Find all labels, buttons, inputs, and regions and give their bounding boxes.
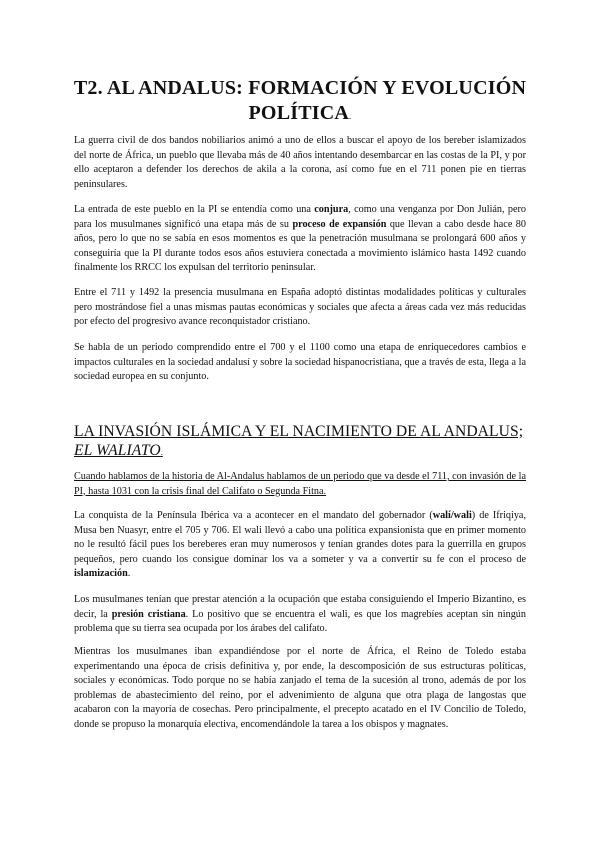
paragraph-conquest: La conquista de la Península Ibérica va a acontecer en el mandato del gobernador (walí/wali) de Ifriqiya, Musa ben Nuasyr, entre el 705 y 706. El wali llevó a cabo una política expansionista que en primer momento no le resultó fácil pues los bereberes eran muy numerosos y tenían grandes dotes para la guerrilla en grupos pequeños, pero cuando los consigue dominar los va a someter y va a convertir su fe con el proceso de islamización. xyxy=(74,510,526,580)
bold-term-islamizacion: islamización xyxy=(74,568,128,580)
paragraph-entry: La entrada de este pueblo en la PI se entendía como una conjura, como una venganza por Don Julián, pero para los musulmanes significó una etapa más de su proceso de expansión que llevan a cabo desde hace 80 años, pero lo que no se sabía en esos momentos es que la penetración musulmana se prolongará 600 años y conseguiría que la PI durante todos esos años estuviera conectada a movimiento islámico hasta 1492 cuando finalmente los RRCC los expulsan del territorio peninsular. xyxy=(74,204,526,274)
paragraph-711-1492: Entre el 711 y 1492 la presencia musulmana en España adoptó distintas modalidades políticas y culturales pero mostrándose fiel a unas mismas pautas económicas y sociales que afecta a áreas cada vez más reducidas por efecto del progresivo avance reconquistador cristiano. xyxy=(74,287,526,328)
paragraph-700-1100: Se habla de un periodo comprendido entre el 700 y el 1100 como una etapa de enriquecedores cambios e impactos culturales en la sociedad andalusí y sobre la sociedad hispanocristiana, que a través de esta, llega a la sociedad europea en su conjunto. xyxy=(74,342,526,383)
section-intro: Cuando hablamos de la historia de Al-Andalus hablamos de un periodo que va desde el 711, con invasión de la PI, hasta 1031 con la crisis final del Califato o Segunda Fitna. xyxy=(74,471,526,497)
section-heading-main: LA INVASIÓN ISLÁMICA Y EL NACIMIENTO DE AL ANDALUS; xyxy=(74,423,524,440)
section-trailing-dot: . xyxy=(160,448,163,457)
paragraph-byzantine: Los musulmanes tenían que prestar atención a la ocupación que estaba consiguiendo el Imperio Bizantino, es decir, la presión cristiana. Lo positivo que se encuentra el wali, es que los magrebíes aceptan sin ningún problema que su tierra sea ocupada por los árabes del califato. xyxy=(74,594,526,635)
title-trailing-dot: . xyxy=(349,111,352,121)
title-line-2: POLÍTICA xyxy=(248,102,350,124)
paragraph-toledo: Mientras los musulmanes iban expandiéndose por el norte de África, el Reino de Toledo estaba experimentando una época de crisis definitiva y, por ende, la descomposición de sus estructuras políticas, sociales y económicas. Todo porque no se había zanjado el tema de la sucesión al trono, además de por los problemas de abastecimiento del reino, por el advenimiento de alguna que otra plaga de langostas que acabaron con la mayoría de cosechas. Pero principalmente, el precepto acatado en el IV Concilio de Toledo, donde se propuso la monarquía electiva, encomendándole la tarea a los obispos y magnates. xyxy=(74,646,526,730)
bold-term-conjura: conjura xyxy=(314,204,349,215)
bold-term-presion-cristiana: presión cristiana xyxy=(111,608,186,620)
document-title xyxy=(60,76,540,129)
section-subheading: EL WALIATO xyxy=(74,442,161,459)
bold-term-expansion: proceso de expansión xyxy=(292,218,387,230)
title-line-1: T2. AL ANDALUS: FORMACIÓN Y EVOLUCIÓN xyxy=(73,77,527,99)
paragraph-civil-war: La guerra civil de dos bandos nobiliarios animó a uno de ellos a buscar el apoyo de los bereber islamizados del norte de África, un pueblo que llevaba más de 40 años intentando desembarcar en las costas de la PI, y por ello aceptaron a defender los derechos de akila a la corona, así como fue en el 711 ponen pie en tierras peninsulares. xyxy=(74,135,526,190)
section-heading xyxy=(74,422,534,462)
bold-term-wali: walí/wali xyxy=(432,510,472,521)
